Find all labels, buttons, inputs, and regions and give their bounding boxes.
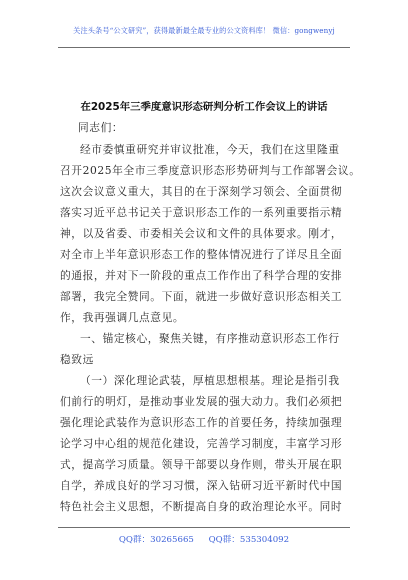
section-heading: 一、锚定核心，聚焦关键，有序推动意识形态工作行 <box>80 332 340 345</box>
paragraph-line: 这次会议意义重大，其目的在于深刻学习领会、全面贯彻 <box>60 185 343 198</box>
paragraph-line: 自学，养成良好的学习习惯，深入钻研习近平新时代中国 <box>60 479 343 492</box>
document-title: 在2025年三季度意识形态研判分析工作会议上的讲话 <box>80 101 328 113</box>
paragraph-line: 部署，我完全赞同。下面，就进一步做好意识形态相关工 <box>60 290 343 303</box>
salutation: 同志们： <box>78 121 124 134</box>
paragraph-line: 落实习近平总书记关于意识形态工作的一系列重要指示精 <box>60 206 343 219</box>
paragraph-line: 对全市上半年意识形态工作的整体情况进行了详尽且全面 <box>60 248 343 261</box>
header-divider <box>58 47 350 48</box>
paragraph-line: 论学习中心组的规范化建设，完善学习制度，丰富学习形 <box>60 437 343 450</box>
paragraph-line: 召开2025年全市三季度意识形态形势研判与工作部署会议。 <box>60 164 361 177</box>
paragraph-line: 作，我再强调几点意见。 <box>60 311 185 324</box>
paragraph-line: 特色社会主义思想，不断提高自身的政治理论水平。同时 <box>60 500 343 513</box>
header-banner[interactable]: 关注头条号“公文研究”，获得最新最全最专业的公文资料库！ 微信：gongwenyj <box>73 26 335 35</box>
footer-qq-group-1[interactable]: QQ群：30265665 <box>118 535 194 545</box>
paragraph-line: 强化理论武装作为意识形态工作的首要任务，持续加强理 <box>60 416 343 429</box>
paragraph-line: 们前行的明灯，是推动事业发展的强大动力。我们必须把 <box>60 395 343 408</box>
paragraph-line: 的通报，并对下一阶段的重点工作作出了科学合理的安排 <box>60 269 343 282</box>
paragraph-line: 经市委慎重研究并审议批准，今天，我们在这里隆重 <box>80 143 340 156</box>
footer-divider <box>58 527 350 528</box>
paragraph-line: （一）深化理论武装，厚植思想根基。理论是指引我 <box>80 374 340 387</box>
paragraph-line: 神，以及省委、市委相关会议和文件的具体要求。刚才， <box>60 227 343 240</box>
section-heading-cont: 稳致远 <box>60 353 94 366</box>
footer-qq-group-2[interactable]: QQ群：535304092 <box>208 535 290 545</box>
footer <box>0 533 408 545</box>
paragraph-line: 式，提高学习质量。领导干部要以身作则，带头开展在职 <box>60 458 343 471</box>
